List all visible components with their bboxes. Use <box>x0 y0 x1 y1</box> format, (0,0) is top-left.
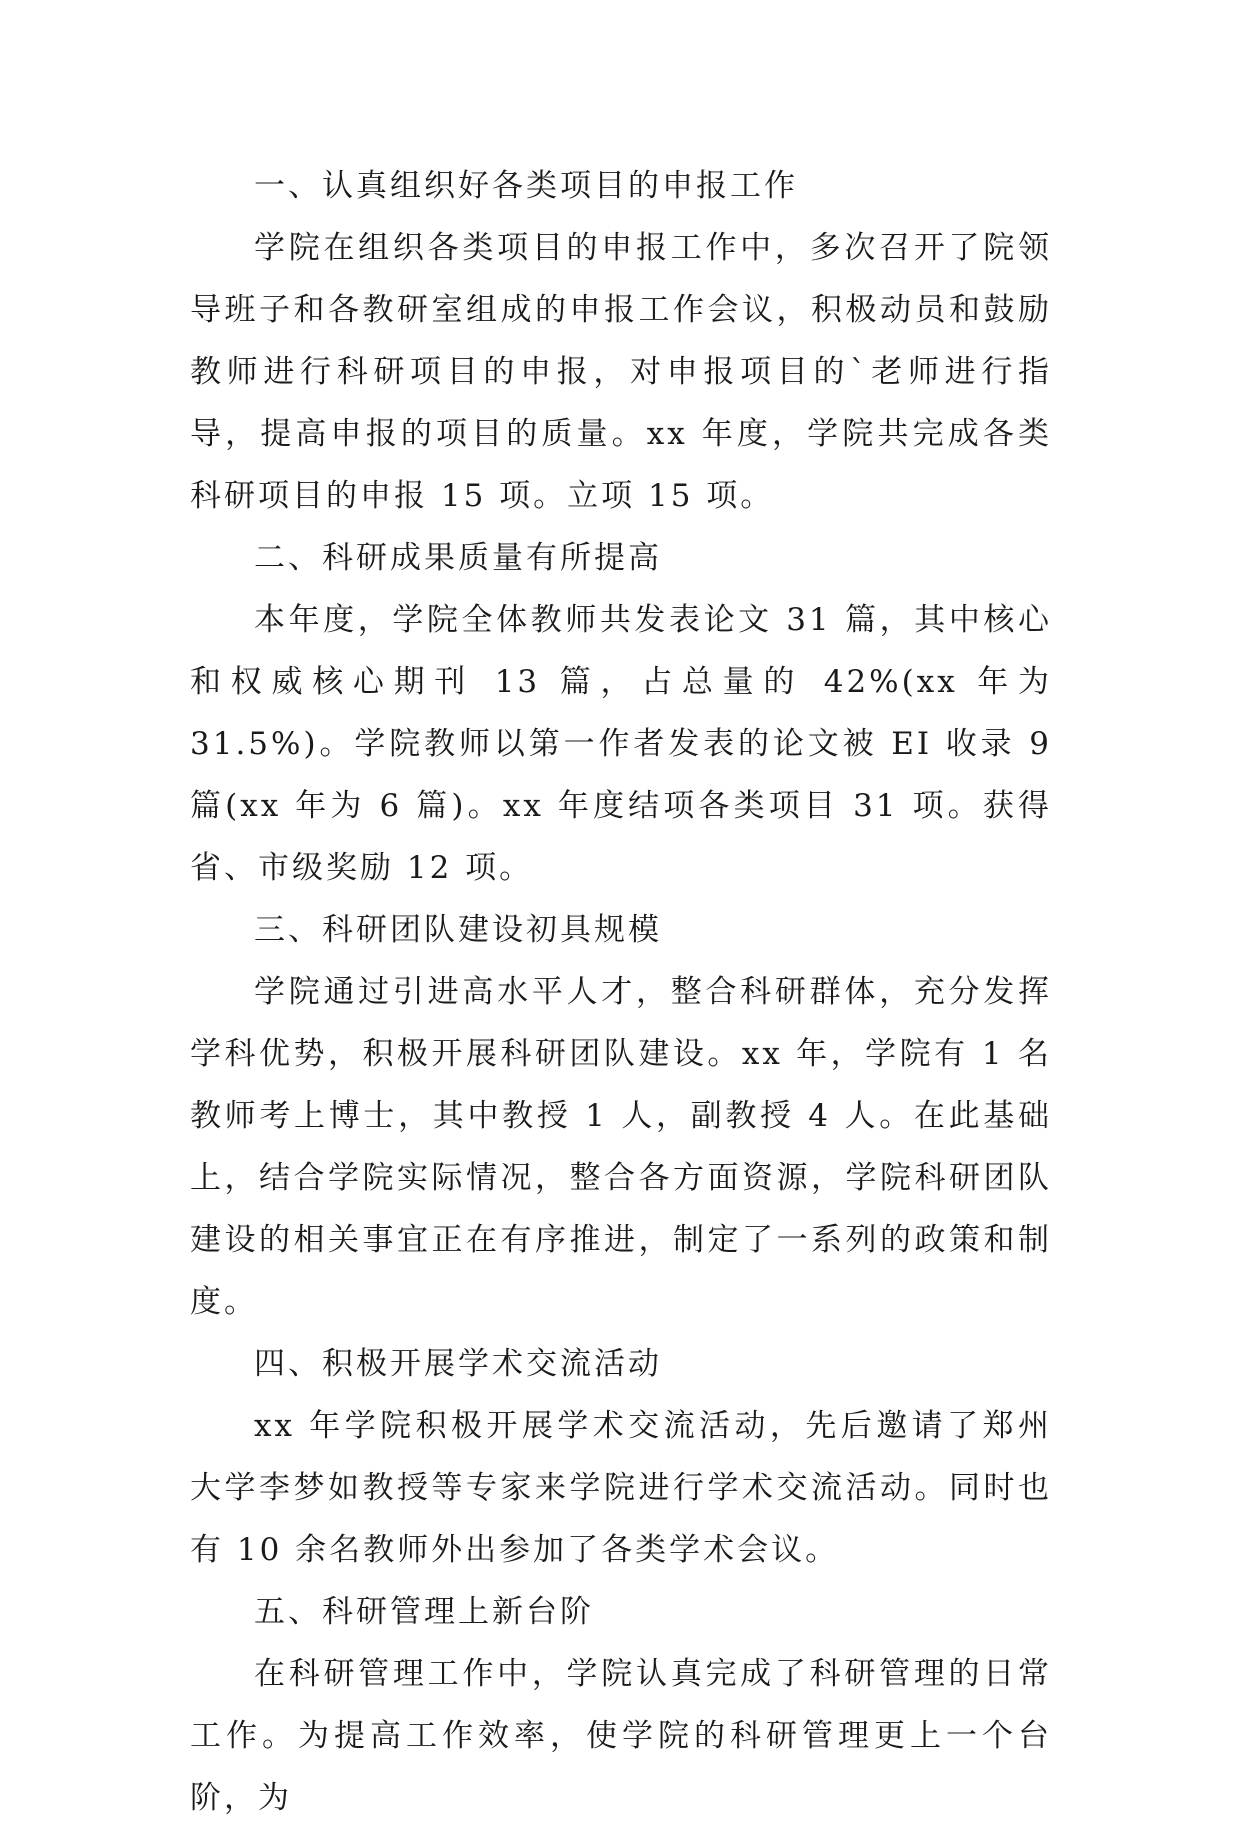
section-heading-4: 四、积极开展学术交流活动 <box>254 1346 662 1382</box>
section-heading-1: 一、认真组织好各类项目的申报工作 <box>254 168 798 204</box>
section-paragraph-2: 本年度，学院全体教师共发表论文 31 篇，其中核心和权威核心期刊 13 篇，占总量的 42%(xx 年为 31.5%)。学院教师以第一作者发表的论文被 EI 收录 9 篇(xx 年为 6 篇)。xx 年度结项各类项目 31 项。获得省、市级奖励 12 项。 <box>190 602 1052 886</box>
section-paragraph-4: xx 年学院积极开展学术交流活动，先后邀请了郑州大学李梦如教授等专家来学院进行学术交流活动。同时也有 10 余名教师外出参加了各类学术会议。 <box>190 1408 1052 1568</box>
document-page <box>190 155 1052 1829</box>
section-paragraph-5: 在科研管理工作中，学院认真完成了科研管理的日常工作。为提高工作效率，使学院的科研管理更上一个台阶，为 <box>190 1656 1052 1816</box>
section-paragraph-1: 学院在组织各类项目的申报工作中，多次召开了院领导班子和各教研室组成的申报工作会议，积极动员和鼓励教师进行科研项目的申报，对申报项目的`老师进行指导，提高申报的项目的质量。xx 年度，学院共完成各类科研项目的申报 15 项。立项 15 项。 <box>190 230 1052 514</box>
section-heading-3: 三、科研团队建设初具规模 <box>254 912 662 948</box>
section-paragraph-3: 学院通过引进高水平人才，整合科研群体，充分发挥学科优势，积极开展科研团队建设。xx 年，学院有 1 名教师考上博士，其中教授 1 人，副教授 4 人。在此基础上，结合学院实际情况，整合各方面资源，学院科研团队建设的相关事宜正在有序推进，制定了一系列的政策和制度。 <box>190 974 1052 1320</box>
section-heading-5: 五、科研管理上新台阶 <box>254 1594 594 1630</box>
section-heading-2: 二、科研成果质量有所提高 <box>254 540 662 576</box>
